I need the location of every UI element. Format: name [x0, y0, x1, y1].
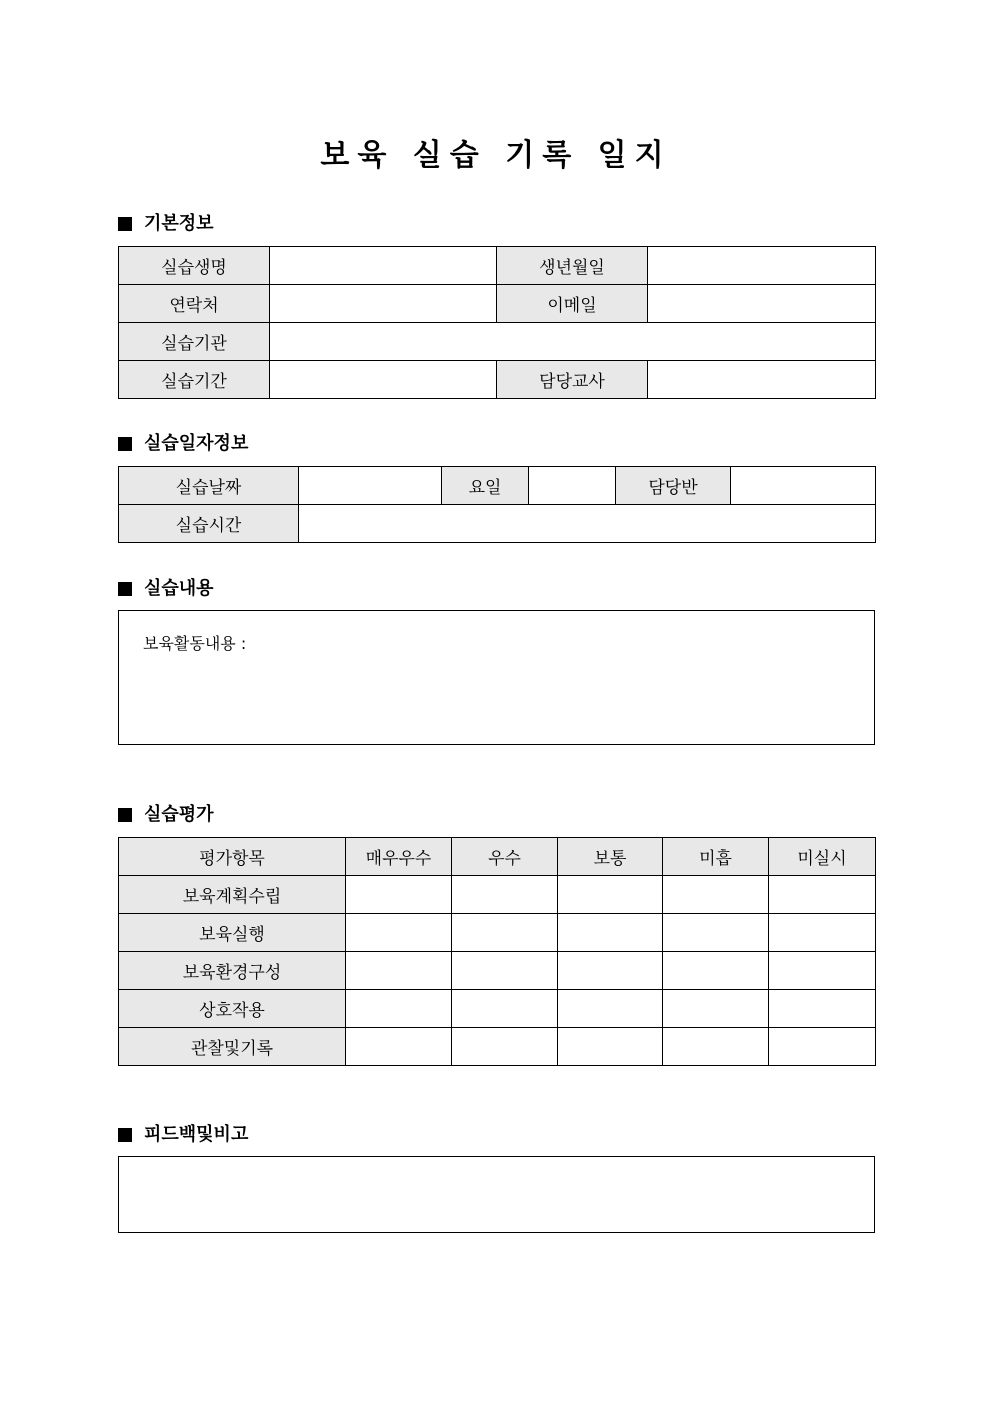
rating-cell[interactable] — [663, 990, 769, 1028]
class-label: 담당반 — [616, 467, 731, 505]
table-row — [119, 467, 876, 505]
rating-cell[interactable] — [346, 914, 452, 952]
period-label: 실습기간 — [119, 361, 270, 399]
rating-cell[interactable] — [452, 952, 558, 990]
birth-label: 생년월일 — [497, 247, 648, 285]
name-label: 실습생명 — [119, 247, 270, 285]
rating-cell[interactable] — [346, 990, 452, 1028]
rating-cell[interactable] — [663, 914, 769, 952]
weekday-label: 요일 — [442, 467, 529, 505]
weekday-field[interactable] — [529, 467, 616, 505]
evaluation-item-label: 보육실행 — [119, 914, 346, 952]
column-header-not-done: 미실시 — [769, 838, 876, 876]
square-bullet-icon — [118, 582, 132, 596]
time-label: 실습시간 — [119, 505, 299, 543]
table-row — [119, 876, 876, 914]
section-heading-basic-info — [118, 212, 214, 236]
table-row — [119, 505, 876, 543]
section-heading-label: 피드백및비고 — [144, 1124, 249, 1145]
column-header-item: 평가항목 — [119, 838, 346, 876]
rating-cell[interactable] — [558, 1028, 663, 1066]
rating-cell[interactable] — [769, 1028, 876, 1066]
square-bullet-icon — [118, 1128, 132, 1142]
rating-cell[interactable] — [558, 952, 663, 990]
activity-label: 보육활동내용 : — [143, 634, 247, 653]
rating-cell[interactable] — [769, 876, 876, 914]
square-bullet-icon — [118, 437, 132, 451]
rating-cell[interactable] — [346, 1028, 452, 1066]
rating-cell[interactable] — [663, 1028, 769, 1066]
class-field[interactable] — [731, 467, 876, 505]
basic-info-table — [118, 246, 876, 399]
rating-cell[interactable] — [452, 990, 558, 1028]
table-row — [119, 914, 876, 952]
section-heading-feedback — [118, 1123, 248, 1147]
rating-cell[interactable] — [558, 990, 663, 1028]
birth-field[interactable] — [648, 247, 876, 285]
evaluation-item-label: 상호작용 — [119, 990, 346, 1028]
section-heading-label: 실습평가 — [144, 804, 214, 825]
rating-cell[interactable] — [663, 876, 769, 914]
table-row — [119, 323, 876, 361]
institution-field[interactable] — [270, 323, 876, 361]
email-label: 이메일 — [497, 285, 648, 323]
table-row — [119, 1028, 876, 1066]
rating-cell[interactable] — [452, 1028, 558, 1066]
evaluation-item-label: 보육환경구성 — [119, 952, 346, 990]
period-field[interactable] — [270, 361, 497, 399]
teacher-label: 담당교사 — [497, 361, 648, 399]
time-field[interactable] — [299, 505, 876, 543]
section-heading-date-info — [118, 432, 248, 456]
section-heading-label: 실습일자정보 — [144, 433, 249, 454]
evaluation-table — [118, 837, 876, 1066]
date-field[interactable] — [299, 467, 442, 505]
rating-cell[interactable] — [769, 990, 876, 1028]
table-row — [119, 361, 876, 399]
page-title: 보육 실습 기록 일지 — [320, 138, 672, 173]
rating-cell[interactable] — [346, 952, 452, 990]
table-row — [119, 247, 876, 285]
section-heading-content — [118, 577, 214, 601]
section-heading-label: 기본정보 — [144, 213, 214, 234]
table-row — [119, 285, 876, 323]
column-header-excellent: 매우우수 — [346, 838, 452, 876]
email-field[interactable] — [648, 285, 876, 323]
column-header-poor: 미흡 — [663, 838, 769, 876]
table-row — [119, 952, 876, 990]
activity-content-box[interactable] — [118, 610, 875, 745]
feedback-box[interactable] — [118, 1156, 875, 1233]
table-row — [119, 990, 876, 1028]
contact-field[interactable] — [270, 285, 497, 323]
rating-cell[interactable] — [663, 952, 769, 990]
contact-label: 연락처 — [119, 285, 270, 323]
teacher-field[interactable] — [648, 361, 876, 399]
date-info-table — [118, 466, 876, 543]
evaluation-item-label: 관찰및기록 — [119, 1028, 346, 1066]
evaluation-item-label: 보육계획수립 — [119, 876, 346, 914]
rating-cell[interactable] — [558, 876, 663, 914]
square-bullet-icon — [118, 808, 132, 822]
column-header-good: 우수 — [452, 838, 558, 876]
rating-cell[interactable] — [769, 914, 876, 952]
rating-cell[interactable] — [558, 914, 663, 952]
section-heading-label: 실습내용 — [144, 578, 214, 599]
column-header-average: 보통 — [558, 838, 663, 876]
rating-cell[interactable] — [346, 876, 452, 914]
name-field[interactable] — [270, 247, 497, 285]
date-label: 실습날짜 — [119, 467, 299, 505]
rating-cell[interactable] — [452, 876, 558, 914]
institution-label: 실습기관 — [119, 323, 270, 361]
table-header-row — [119, 838, 876, 876]
section-heading-evaluation — [118, 803, 214, 827]
rating-cell[interactable] — [452, 914, 558, 952]
rating-cell[interactable] — [769, 952, 876, 990]
square-bullet-icon — [118, 217, 132, 231]
